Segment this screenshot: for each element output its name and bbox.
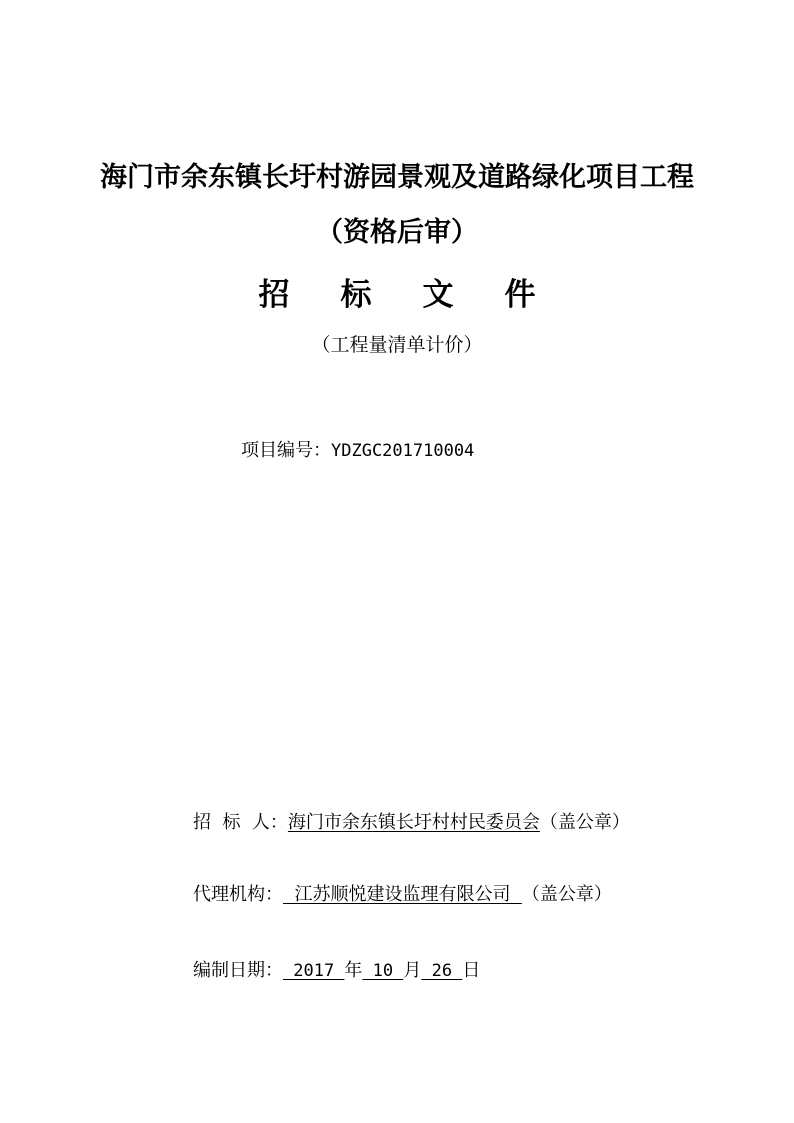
document-type-char: 件: [504, 277, 536, 313]
agency-label: 代理机构：: [193, 884, 283, 905]
agency-row: [193, 880, 612, 906]
agency-name: 江苏顺悦建设监理有限公司: [283, 884, 522, 905]
document-type-char: 招: [258, 277, 290, 313]
tenderer-seal-note: （盖公章）: [539, 812, 630, 833]
project-number-value: YDZGC201710004: [331, 441, 475, 461]
date-month-unit: 月: [403, 960, 422, 981]
agency-seal-note: （盖公章）: [521, 884, 612, 905]
project-number-row: [241, 436, 474, 462]
date-label: 编制日期：: [193, 960, 283, 981]
date-year: 2017: [283, 961, 345, 981]
date-day: 26: [421, 961, 463, 981]
document-type-char: 标: [340, 277, 372, 313]
pricing-mode: （工程量清单计价）: [311, 334, 483, 356]
date-day-unit: 日: [462, 960, 481, 981]
tenderer-name: 海门市余东镇长圩村村民委员会: [287, 812, 540, 833]
document-title: 海门市余东镇长圩村游园景观及道路绿化项目工程: [100, 162, 694, 193]
tenderer-label: 招 标 人：: [193, 812, 288, 833]
date-row: [193, 956, 480, 982]
date-month: 10: [362, 961, 404, 981]
document-type-heading: [0, 269, 794, 314]
date-year-unit: 年: [344, 960, 363, 981]
document-type-char: 文: [422, 277, 454, 313]
project-number-label: 项目编号：: [241, 440, 331, 461]
document-subtitle: （资格后审）: [316, 217, 478, 248]
tenderer-row: [193, 808, 630, 834]
